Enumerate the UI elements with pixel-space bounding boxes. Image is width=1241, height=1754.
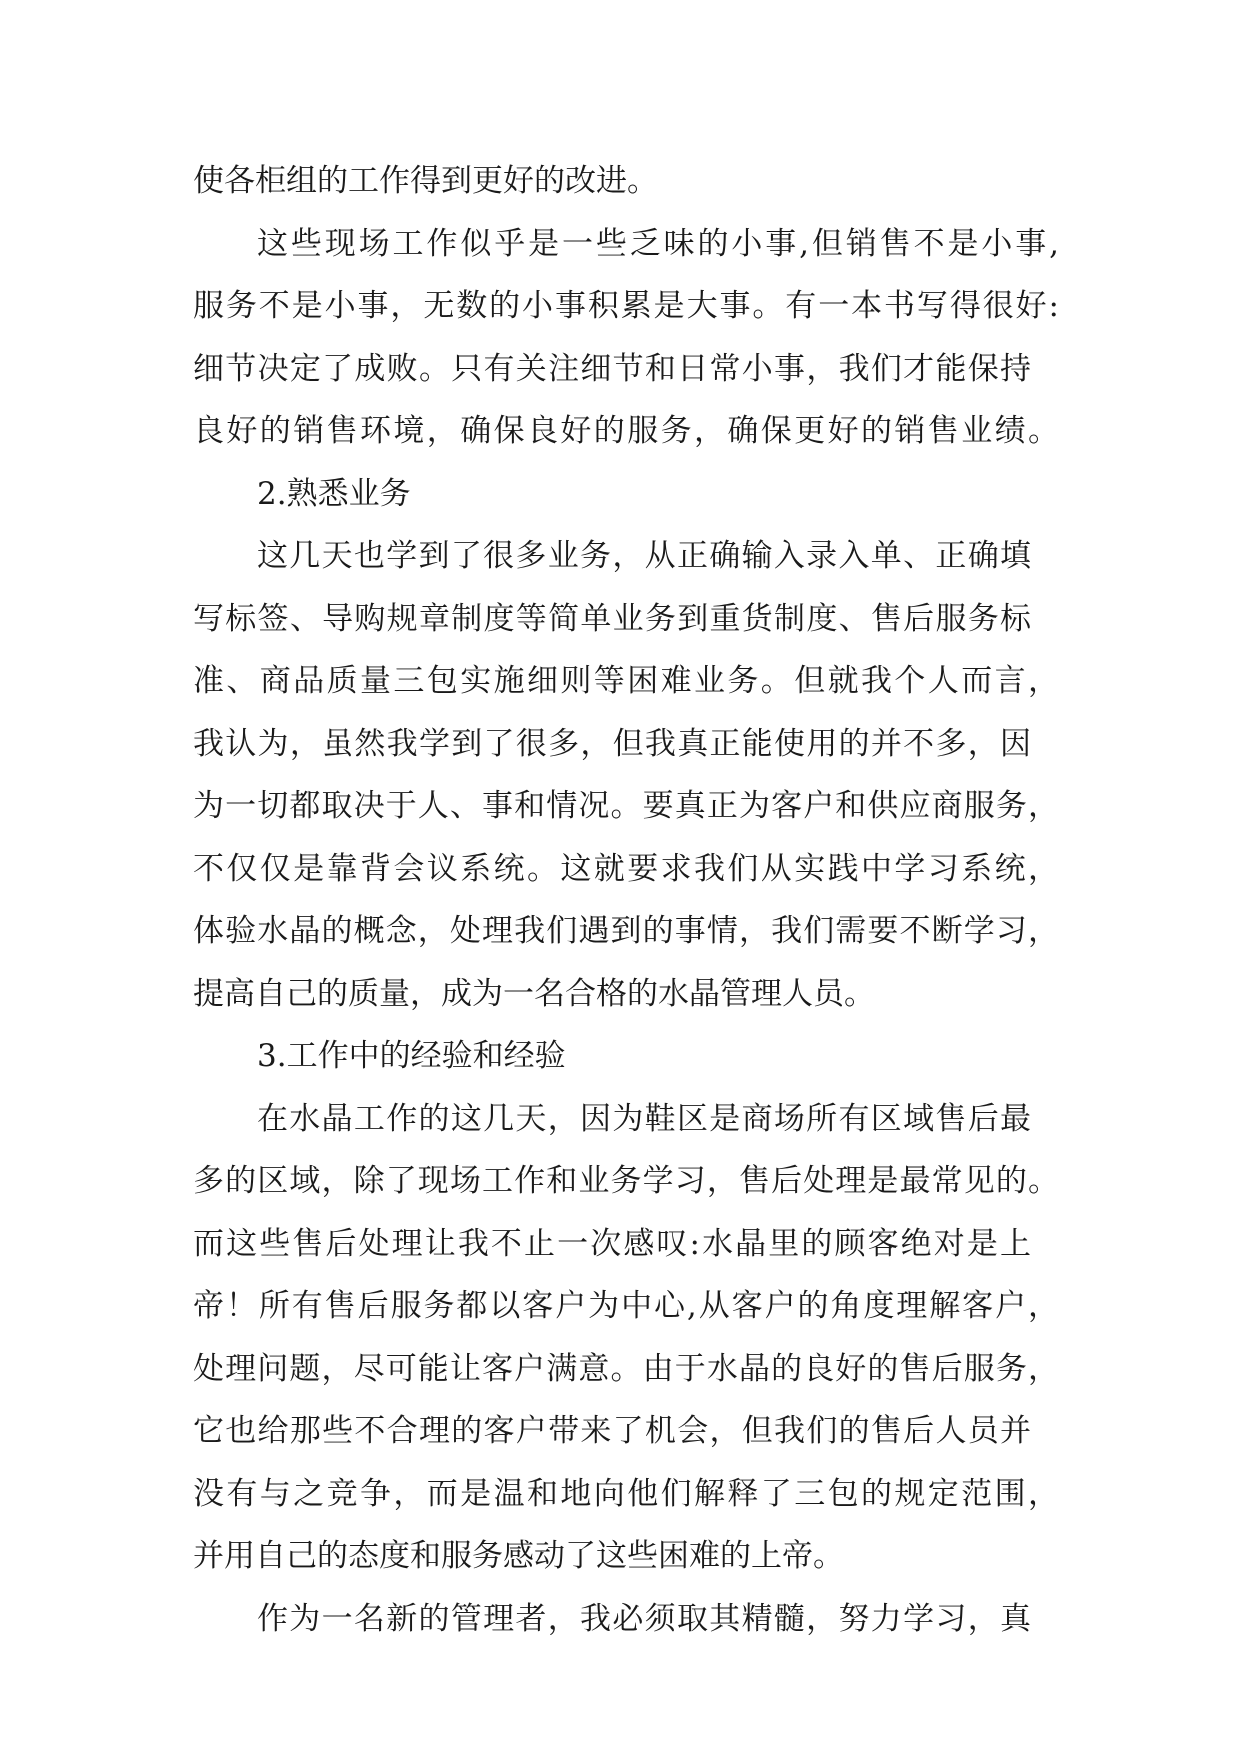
paragraph-line: 处理问题，尽可能让客户满意。由于水晶的良好的售后服务， — [193, 1350, 1059, 1387]
paragraph-line: 服务不是小事，无数的小事积累是大事。有一本书写得很好: — [193, 288, 1059, 324]
paragraph-line: 细节决定了成败。只有关注细节和日常小事，我们才能保持 — [193, 350, 1031, 387]
paragraph-line: 这些现场工作似乎是一些乏味的小事,但销售不是小事, — [257, 225, 1059, 262]
paragraph-line: 这几天也学到了很多业务，从正确输入录入单、正确填 — [257, 538, 1031, 574]
paragraph-line: 帝！所有售后服务都以客户为中心,从客户的角度理解客户， — [193, 1288, 1059, 1324]
paragraph-line: 使各柜组的工作得到更好的改进。 — [193, 163, 658, 199]
paragraph-line: 没有与之竞争，而是温和地向他们解释了三包的规定范围， — [193, 1475, 1059, 1512]
document-page — [193, 150, 1059, 1650]
paragraph-line: 提高自己的质量，成为一名合格的水晶管理人员。 — [193, 975, 875, 1012]
paragraph-line: 多的区域，除了现场工作和业务学习，售后处理是最常见的。 — [193, 1163, 1059, 1199]
paragraph-line: 良好的销售环境，确保良好的服务，确保更好的销售业绩。 — [193, 413, 1059, 449]
paragraph-line: 不仅仅是靠背会议系统。这就要求我们从实践中学习系统， — [193, 850, 1059, 887]
paragraph-line: 作为一名新的管理者，我必须取其精髓，努力学习，真 — [257, 1600, 1031, 1637]
paragraph-line: 在水晶工作的这几天，因为鞋区是商场所有区域售后最 — [257, 1100, 1031, 1137]
paragraph-line: 为一切都取决于人、事和情况。要真正为客户和供应商服务， — [193, 788, 1059, 824]
paragraph-line: 我认为，虽然我学到了很多，但我真正能使用的并不多，因 — [193, 725, 1031, 762]
paragraph-line: 而这些售后处理让我不止一次感叹:水晶里的顾客绝对是上 — [193, 1225, 1031, 1262]
paragraph-line: 准、商品质量三包实施细则等困难业务。但就我个人而言， — [193, 663, 1059, 699]
paragraph-line: 并用自己的态度和服务感动了这些困难的上帝。 — [193, 1538, 844, 1574]
paragraph-line: 体验水晶的概念，处理我们遇到的事情，我们需要不断学习， — [193, 913, 1059, 949]
section-heading: 2.熟悉业务 — [257, 475, 411, 512]
section-heading: 3.工作中的经验和经验 — [257, 1038, 566, 1074]
paragraph-line: 它也给那些不合理的客户带来了机会，但我们的售后人员并 — [193, 1413, 1031, 1449]
paragraph-line: 写标签、导购规章制度等简单业务到重货制度、售后服务标 — [193, 600, 1031, 637]
